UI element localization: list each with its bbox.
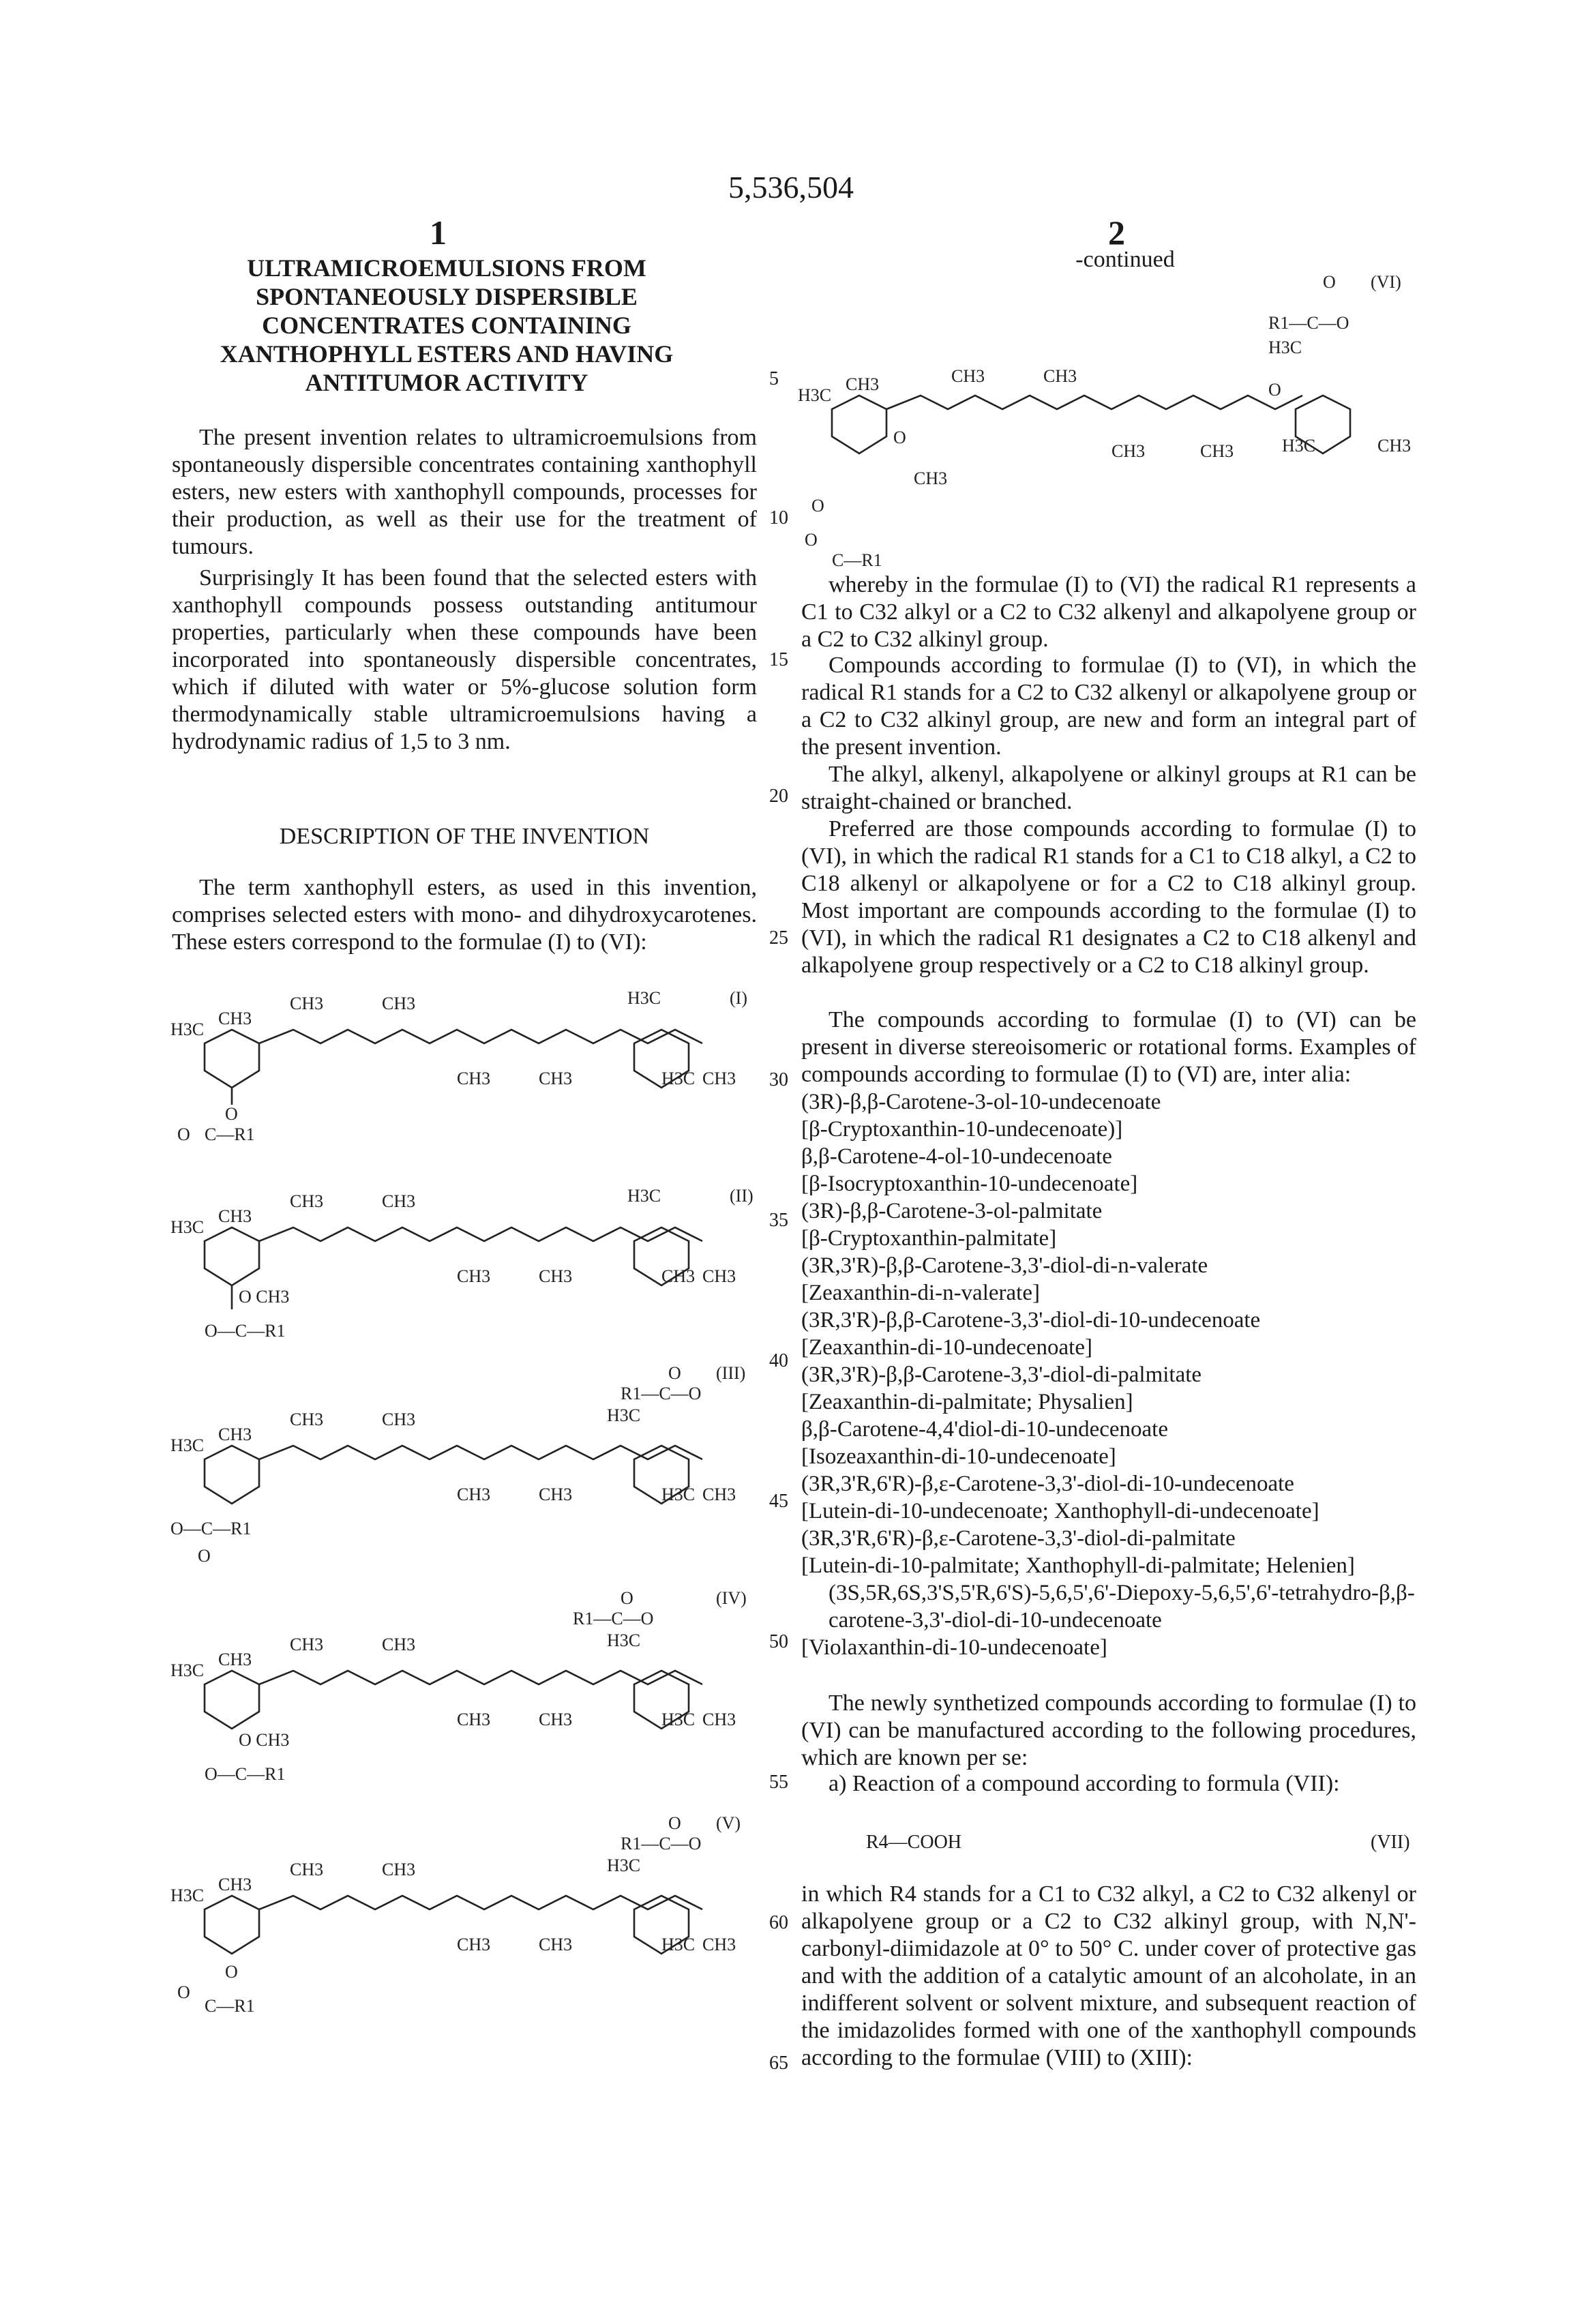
svg-text:CH3: CH3 bbox=[218, 1875, 252, 1894]
svg-text:CH3: CH3 bbox=[539, 1069, 572, 1088]
svg-text:H3C: H3C bbox=[798, 385, 831, 405]
svg-text:H3C: H3C bbox=[1282, 436, 1315, 456]
paragraph-r4: in which R4 stands for a C1 to C32 alkyl, a C2 to C32 alkenyl or alkapolyene group or a C2 to C32 alkinyl group, with N,N'-carbonyl-diimidazole at 0° to 50° C. under cover of protective gas and with the addition of a catalytic amount of an alcoholate, in an indifferent solvent or solvent mixture, and subsequent reaction of the imidazolides formed with one of the xanthophyll compounds according to the formulae (VIII) to (XIII): bbox=[801, 1881, 1416, 2072]
column-number-right: 2 bbox=[1108, 213, 1125, 252]
svg-text:CH3: CH3 bbox=[539, 1710, 572, 1729]
line-number: 50 bbox=[769, 1631, 788, 1653]
svg-text:CH3: CH3 bbox=[702, 1069, 736, 1088]
svg-text:CH3: CH3 bbox=[382, 994, 415, 1013]
svg-text:O: O bbox=[225, 1962, 238, 1982]
list-item: β,β-Carotene-4-ol-10-undecenoate bbox=[801, 1143, 1416, 1170]
svg-text:O: O bbox=[621, 1589, 633, 1608]
document-title: ULTRAMICROEMULSIONS FROM SPONTANEOUSLY DISPERSIBLE CONCENTRATES CONTAINING XANTHOPHYLL ESTERS AND HAVING ANTITUMOR ACTIVITY bbox=[205, 254, 689, 397]
list-item: [Lutein-di-10-undecenoate; Xanthophyll-di-undecenoate] bbox=[801, 1498, 1416, 1525]
list-item: [β-Cryptoxanthin-palmitate] bbox=[801, 1225, 1416, 1252]
line-number: 65 bbox=[769, 2053, 788, 2074]
svg-text:CH3: CH3 bbox=[661, 1266, 695, 1286]
svg-text:CH3: CH3 bbox=[218, 1206, 252, 1226]
section-heading: DESCRIPTION OF THE INVENTION bbox=[172, 824, 757, 850]
paragraph-term: The term xanthophyll esters, as used in this invention, comprises selected esters with mono- and dihydroxycarotenes. These esters correspond to the formulae (I) to (VI): bbox=[172, 874, 757, 956]
svg-text:H3C: H3C bbox=[627, 1186, 661, 1206]
svg-text:O: O bbox=[805, 530, 818, 550]
svg-text:H3C: H3C bbox=[607, 1405, 640, 1425]
svg-text:C—R1: C—R1 bbox=[205, 1996, 255, 2016]
paragraph-surprisingly: Surprisingly It has been found that the selected esters with xanthophyll compounds possess outstanding antitumour properties, particularly when these compounds have been incorporated into spontaneously dispersible concentrates, which if diluted with water or 5%-glucose solution form thermodynamically stable ultramicroemulsions having a hydrodynamic radius of 1,5 to 3 nm. bbox=[172, 565, 757, 756]
svg-text:CH3: CH3 bbox=[702, 1485, 736, 1504]
svg-text:O—C—R1: O—C—R1 bbox=[205, 1321, 285, 1341]
svg-text:(IV): (IV) bbox=[716, 1589, 747, 1608]
paragraph-reaction-a: a) Reaction of a compound according to formula (VII): bbox=[801, 1770, 1416, 1798]
svg-text:R1—C—O: R1—C—O bbox=[621, 1384, 701, 1403]
svg-text:H3C: H3C bbox=[661, 1069, 695, 1088]
line-number: 55 bbox=[769, 1772, 788, 1793]
svg-text:CH3: CH3 bbox=[457, 1935, 490, 1954]
list-item: (3R,3'R)-β,β-Carotene-3,3'-diol-di-palmitate bbox=[801, 1361, 1416, 1388]
svg-text:O: O bbox=[1268, 380, 1281, 400]
formula-VII-label: (VII) bbox=[1371, 1832, 1410, 1853]
list-item: (3R,3'R)-β,β-Carotene-3,3'-diol-di-10-undecenoate bbox=[801, 1307, 1416, 1334]
svg-text:CH3: CH3 bbox=[382, 1410, 415, 1429]
list-item: (3R,3'R,6'R)-β,ε-Carotene-3,3'-diol-di-palmitate bbox=[801, 1525, 1416, 1552]
svg-text:H3C: H3C bbox=[607, 1856, 640, 1875]
paragraph-stereoisomeric: The compounds according to formulae (I) to (VI) can be present in diverse stereoisomeric or rotational forms. Examples of compounds according to formulae (I) to (VI) are, inter alia: bbox=[801, 1007, 1416, 1088]
formula-III-structure bbox=[130, 1364, 764, 1568]
svg-text:(VI): (VI) bbox=[1371, 273, 1401, 292]
list-item: (3R)-β,β-Carotene-3-ol-palmitate bbox=[801, 1197, 1416, 1225]
svg-text:CH3: CH3 bbox=[1111, 441, 1145, 461]
svg-text:R1—C—O: R1—C—O bbox=[573, 1609, 653, 1628]
formula-II-structure bbox=[130, 1166, 764, 1343]
column-number-left: 1 bbox=[430, 213, 447, 252]
svg-text:O—C—R1: O—C—R1 bbox=[205, 1764, 285, 1784]
svg-text:CH3: CH3 bbox=[914, 468, 947, 488]
svg-text:C—R1: C—R1 bbox=[832, 550, 882, 570]
list-item: β,β-Carotene-4,4'diol-di-10-undecenoate bbox=[801, 1416, 1416, 1443]
svg-text:CH3: CH3 bbox=[290, 1860, 323, 1879]
list-item: [Isozeaxanthin-di-10-undecenoate] bbox=[801, 1443, 1416, 1470]
svg-text:CH3: CH3 bbox=[457, 1266, 490, 1286]
svg-text:CH3: CH3 bbox=[846, 374, 879, 394]
svg-text:(V): (V) bbox=[716, 1814, 741, 1833]
svg-text:(II): (II) bbox=[730, 1186, 753, 1206]
svg-text:H3C: H3C bbox=[607, 1630, 640, 1650]
patent-number: 5,536,504 bbox=[709, 169, 873, 205]
svg-text:CH3: CH3 bbox=[702, 1935, 736, 1954]
line-number: 20 bbox=[769, 786, 788, 807]
svg-text:H3C: H3C bbox=[170, 1217, 204, 1237]
svg-text:O: O bbox=[225, 1104, 238, 1124]
formula-VII: R4—COOH bbox=[866, 1832, 961, 1853]
line-number: 25 bbox=[769, 927, 788, 949]
svg-text:(III): (III) bbox=[716, 1364, 745, 1383]
svg-text:H3C: H3C bbox=[1268, 338, 1302, 357]
formula-V-structure bbox=[130, 1814, 764, 2018]
line-number: 40 bbox=[769, 1350, 788, 1372]
svg-text:CH3: CH3 bbox=[218, 1009, 252, 1028]
svg-text:CH3: CH3 bbox=[382, 1635, 415, 1654]
continued-label: -continued bbox=[1043, 247, 1207, 273]
svg-text:R1—C—O: R1—C—O bbox=[621, 1834, 701, 1853]
svg-text:CH3: CH3 bbox=[382, 1860, 415, 1879]
list-item: [Zeaxanthin-di-palmitate; Physalien] bbox=[801, 1388, 1416, 1416]
svg-text:CH3: CH3 bbox=[290, 1191, 323, 1211]
svg-text:CH3: CH3 bbox=[457, 1710, 490, 1729]
list-item: [Zeaxanthin-di-n-valerate] bbox=[801, 1279, 1416, 1307]
formula-IV-structure bbox=[130, 1589, 764, 1793]
svg-text:CH3: CH3 bbox=[457, 1069, 490, 1088]
line-number: 10 bbox=[769, 507, 788, 529]
svg-text:(I): (I) bbox=[730, 988, 747, 1008]
svg-text:CH3: CH3 bbox=[539, 1266, 572, 1286]
compound-list bbox=[801, 1088, 1416, 1661]
svg-text:CH3: CH3 bbox=[457, 1485, 490, 1504]
svg-text:CH3: CH3 bbox=[218, 1650, 252, 1669]
svg-text:CH3: CH3 bbox=[702, 1710, 736, 1729]
line-number: 35 bbox=[769, 1210, 788, 1232]
svg-text:O: O bbox=[893, 428, 906, 447]
svg-text:CH3: CH3 bbox=[218, 1425, 252, 1444]
line-number: 30 bbox=[769, 1069, 788, 1091]
svg-text:CH3: CH3 bbox=[702, 1266, 736, 1286]
svg-text:H3C: H3C bbox=[170, 1660, 204, 1680]
svg-text:H3C: H3C bbox=[170, 1435, 204, 1455]
line-number: 5 bbox=[769, 368, 779, 390]
svg-text:O: O bbox=[811, 496, 824, 516]
line-number: 15 bbox=[769, 649, 788, 671]
paragraph-synthesized: The newly synthetized compounds according to formulae (I) to (VI) can be manufactured according to the following procedures, which are known per se: bbox=[801, 1690, 1416, 1772]
list-item: (3R,3'R)-β,β-Carotene-3,3'-diol-di-n-valerate bbox=[801, 1252, 1416, 1279]
line-number: 60 bbox=[769, 1912, 788, 1934]
svg-text:H3C: H3C bbox=[627, 988, 661, 1008]
svg-text:CH3: CH3 bbox=[539, 1935, 572, 1954]
list-item: [Zeaxanthin-di-10-undecenoate] bbox=[801, 1334, 1416, 1361]
svg-text:CH3: CH3 bbox=[1043, 366, 1077, 386]
list-item: (3R,3'R,6'R)-β,ε-Carotene-3,3'-diol-di-10-undecenoate bbox=[801, 1470, 1416, 1498]
svg-text:O: O bbox=[668, 1814, 681, 1833]
paragraph-preferred: Preferred are those compounds according to formulae (I) to (VI), in which the radical R1 stands for a C1 to C18 alkyl, a C2 to C18 alkenyl or alkapolyene or for a C2 to C18 alkinyl group. Most important are compounds according to the formulae (I) to (VI), in which the radical R1 designates a C2 to C18 alkenyl and alkapolyene group respectively or a C2 to C18 alkinyl group. bbox=[801, 816, 1416, 979]
svg-text:CH3: CH3 bbox=[382, 1191, 415, 1211]
svg-text:O: O bbox=[1323, 273, 1336, 292]
paragraph-intro: The present invention relates to ultramicroemulsions from spontaneously dispersible concentrates containing xanthophyll esters, new esters with xanthophyll compounds, processes for their production, as well as their use for the treatment of tumours. bbox=[172, 424, 757, 561]
svg-text:CH3: CH3 bbox=[539, 1485, 572, 1504]
list-item: [β-Cryptoxanthin-10-undecenoate)] bbox=[801, 1116, 1416, 1143]
formula-VI-structure bbox=[791, 273, 1425, 573]
paragraph-straight-chained: The alkyl, alkenyl, alkapolyene or alkinyl groups at R1 can be straight-chained or branched. bbox=[801, 761, 1416, 816]
svg-text:O CH3: O CH3 bbox=[239, 1287, 289, 1307]
svg-text:O: O bbox=[177, 1124, 190, 1144]
list-item: [Lutein-di-10-palmitate; Xanthophyll-di-palmitate; Helenien](3S,5R,6S,3'S,5'R,6'S)-5,6,5',6'-Diepoxy-5,6,5',6'-tetrahydro-β,β-carotene-3,3'-diol-di-10-undecenoate bbox=[801, 1552, 1416, 1634]
svg-text:O: O bbox=[198, 1546, 211, 1566]
list-item: (3R)-β,β-Carotene-3-ol-10-undecenoate bbox=[801, 1088, 1416, 1116]
svg-text:C—R1: C—R1 bbox=[205, 1124, 255, 1144]
svg-text:H3C: H3C bbox=[170, 1019, 204, 1039]
list-item: [β-Isocryptoxanthin-10-undecenoate] bbox=[801, 1170, 1416, 1197]
svg-text:R1—C—O: R1—C—O bbox=[1268, 313, 1349, 333]
svg-text:H3C: H3C bbox=[661, 1485, 695, 1504]
svg-text:O CH3: O CH3 bbox=[239, 1730, 289, 1750]
svg-text:O: O bbox=[668, 1364, 681, 1383]
svg-text:CH3: CH3 bbox=[1377, 436, 1411, 456]
paragraph-whereby: whereby in the formulae (I) to (VI) the radical R1 represents a C1 to C32 alkyl or a C2 to C32 alkenyl and alkapolyene group or a C2 to C32 alkinyl group. bbox=[801, 571, 1416, 653]
svg-text:O—C—R1: O—C—R1 bbox=[170, 1519, 251, 1538]
svg-text:CH3: CH3 bbox=[290, 994, 323, 1013]
svg-text:CH3: CH3 bbox=[290, 1410, 323, 1429]
line-number: 45 bbox=[769, 1491, 788, 1513]
paragraph-new-compounds: Compounds according to formulae (I) to (VI), in which the radical R1 stands for a C2 to C32 alkenyl or alkapolyene group or a C2 to C32 alkinyl group, are new and form an integral part of the present invention. bbox=[801, 652, 1416, 761]
svg-text:CH3: CH3 bbox=[1200, 441, 1234, 461]
svg-text:CH3: CH3 bbox=[290, 1635, 323, 1654]
list-item: [Violaxanthin-di-10-undecenoate] bbox=[801, 1634, 1416, 1661]
svg-text:H3C: H3C bbox=[170, 1886, 204, 1905]
svg-text:H3C: H3C bbox=[661, 1710, 695, 1729]
svg-text:O: O bbox=[177, 1982, 190, 2002]
formula-I-structure bbox=[130, 968, 764, 1146]
svg-text:H3C: H3C bbox=[661, 1935, 695, 1954]
svg-text:CH3: CH3 bbox=[951, 366, 985, 386]
